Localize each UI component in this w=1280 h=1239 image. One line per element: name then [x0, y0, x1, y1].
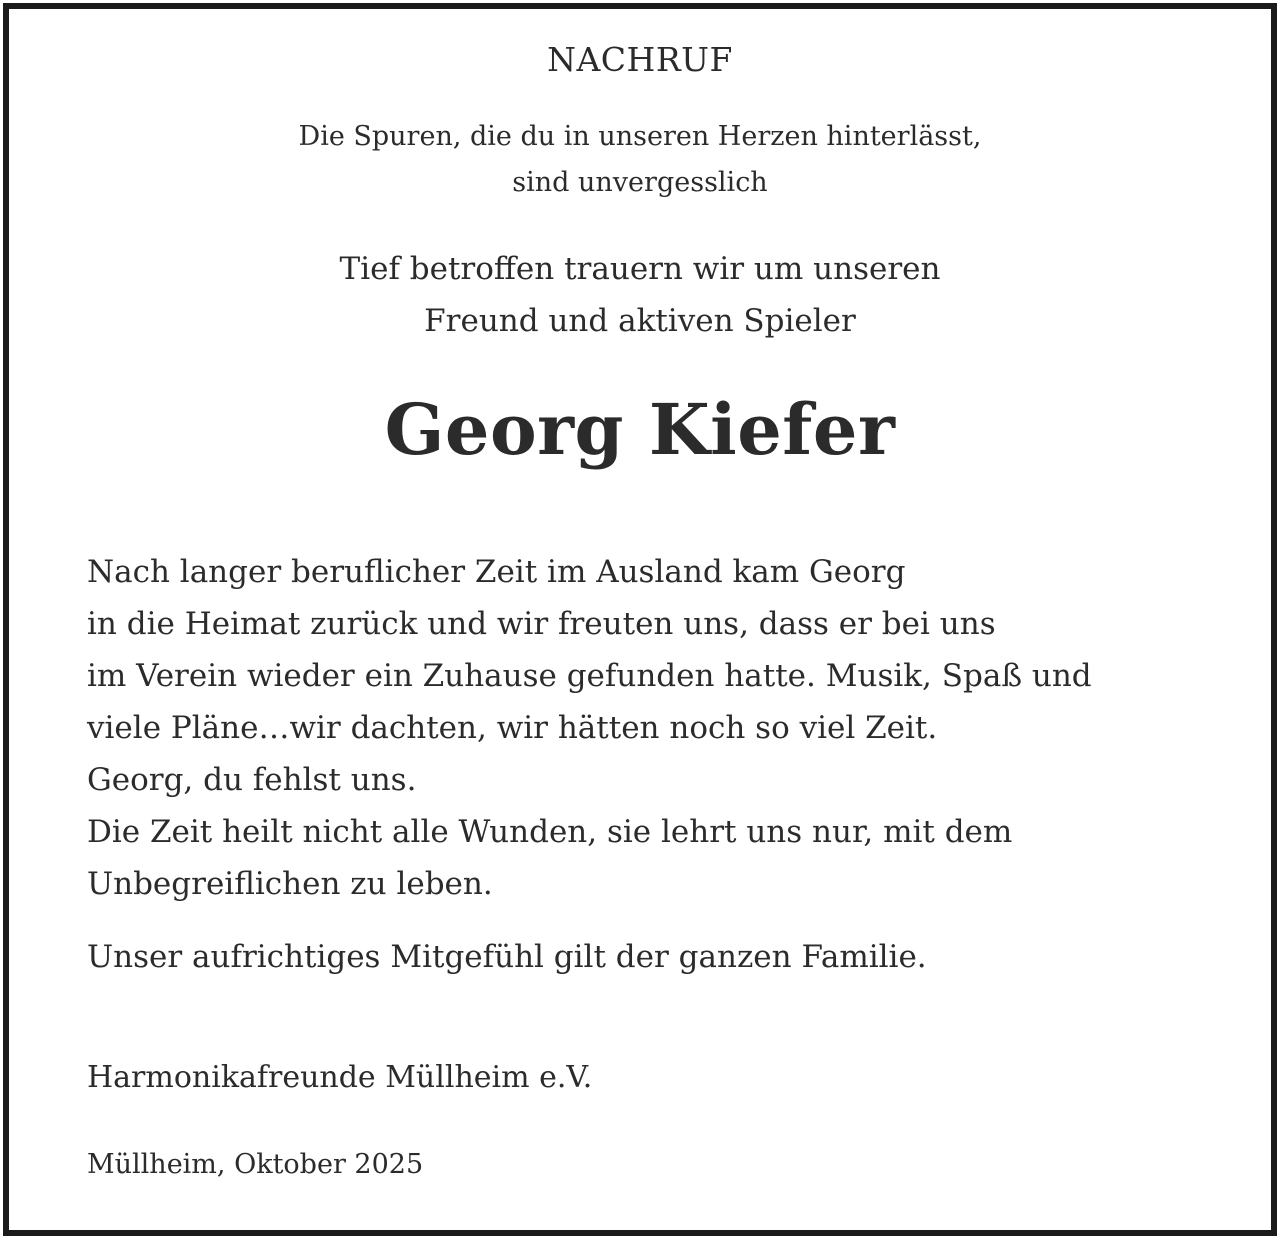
- tribute-line: Die Zeit heilt nicht alle Wunden, sie lehrt uns nur, mit dem: [87, 814, 1013, 850]
- tribute-text: [87, 546, 1092, 910]
- condolence-text: Unser aufrichtiges Mitgefühl gilt der ganzen Familie.: [87, 939, 927, 975]
- intro-text: [0, 243, 1280, 347]
- tribute-line: Unbegreiflichen zu leben.: [87, 866, 493, 902]
- motto-quote: [0, 114, 1280, 206]
- tribute-line: viele Pläne…wir dachten, wir hätten noch so viel Zeit.: [87, 710, 938, 746]
- intro-line: Freund und aktiven Spieler: [424, 303, 856, 339]
- place-date: Müllheim, Oktober 2025: [87, 1149, 424, 1180]
- intro-line: Tief betroffen trauern wir um unseren: [339, 251, 941, 287]
- motto-line: sind unvergesslich: [512, 167, 768, 198]
- tribute-line: Georg, du fehlst uns.: [87, 762, 417, 798]
- notice-heading: NACHRUF: [547, 40, 733, 79]
- tribute-line: in die Heimat zurück und wir freuten uns, dass er bei uns: [87, 606, 996, 642]
- tribute-line: im Verein wieder ein Zuhause gefunden hatte. Musik, Spaß und: [87, 658, 1092, 694]
- signature: Harmonikafreunde Müllheim e.V.: [87, 1060, 593, 1095]
- tribute-line: Nach langer beruflicher Zeit im Ausland kam Georg: [87, 554, 906, 590]
- motto-line: Die Spuren, die du in unseren Herzen hinterlässt,: [298, 121, 982, 152]
- deceased-name: Georg Kiefer: [384, 388, 896, 471]
